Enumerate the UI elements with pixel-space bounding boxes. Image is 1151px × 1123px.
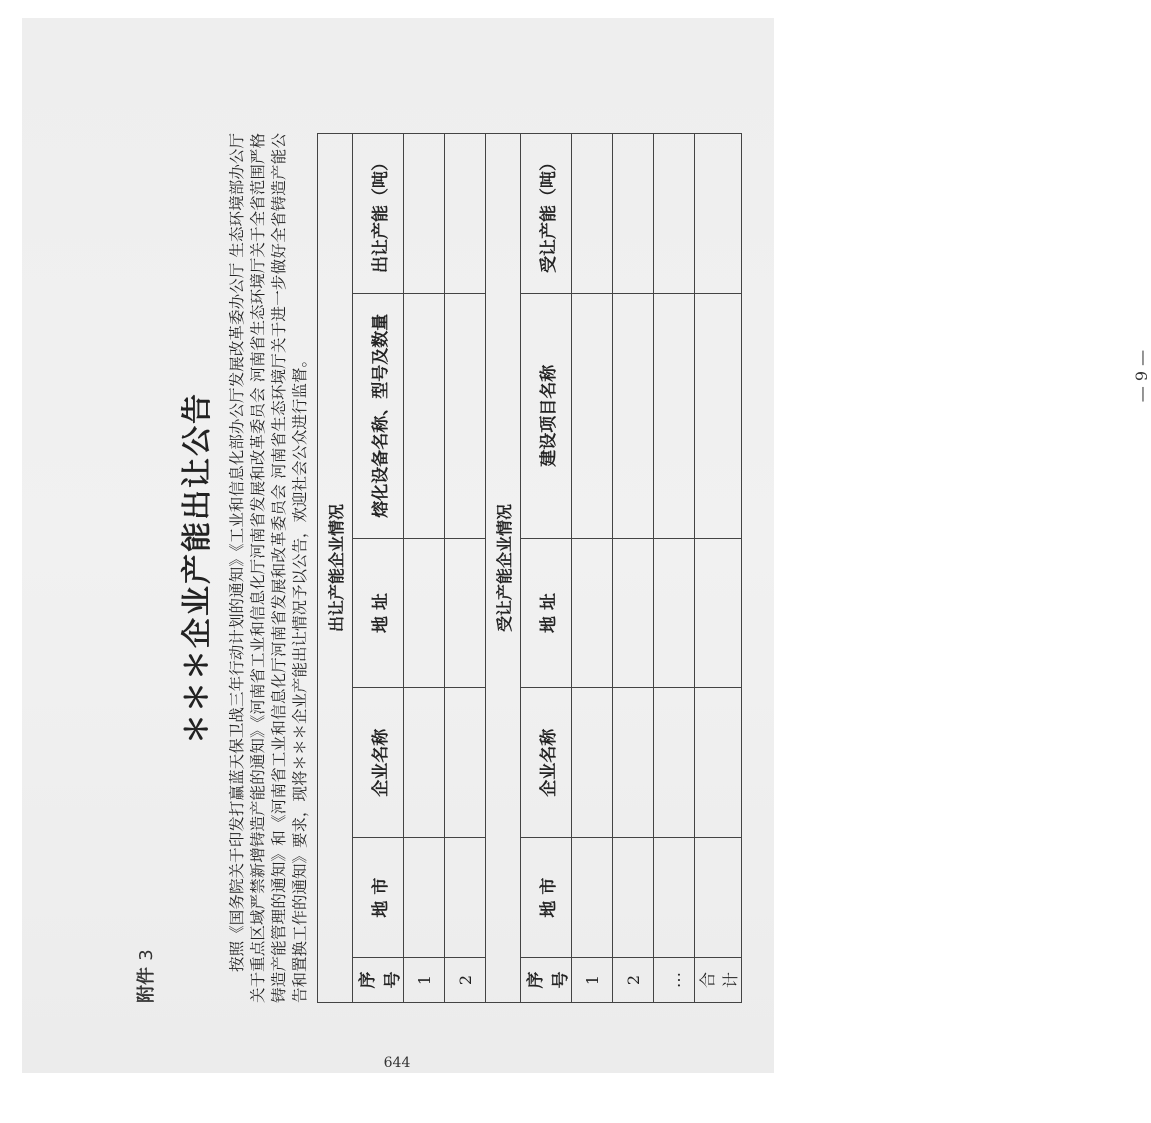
table-cell xyxy=(445,838,486,958)
table-cell: 1 xyxy=(404,958,445,1003)
table-cell xyxy=(695,838,742,958)
table-row xyxy=(654,134,695,1003)
table-cell xyxy=(613,688,654,838)
table-cell xyxy=(613,134,654,294)
table-cell xyxy=(613,838,654,958)
section-row xyxy=(486,134,521,1003)
table-cell xyxy=(695,293,742,538)
table-cell xyxy=(654,293,695,538)
table-cell xyxy=(695,134,742,294)
table-cell xyxy=(572,538,613,688)
table-cell: 合计 xyxy=(695,958,742,1003)
page-number: — 9 — xyxy=(1132,349,1151,403)
table-row xyxy=(695,134,742,1003)
section-heading: 出让产能企业情况 xyxy=(318,134,353,1003)
attachment-label xyxy=(132,949,158,1003)
table-cell xyxy=(572,293,613,538)
table-cell: 2 xyxy=(445,958,486,1003)
table-cell xyxy=(695,688,742,838)
column-header: 企业名称 xyxy=(521,688,572,838)
table-cell: 1 xyxy=(572,958,613,1003)
table-cell xyxy=(695,538,742,688)
section-row xyxy=(318,134,353,1003)
header-row xyxy=(521,134,572,1003)
table-cell xyxy=(654,538,695,688)
table-cell xyxy=(404,134,445,294)
column-header: 建设项目名称 xyxy=(521,293,572,538)
table-cell xyxy=(445,134,486,294)
table-cell xyxy=(572,688,613,838)
table-cell xyxy=(654,134,695,294)
table-cell xyxy=(404,538,445,688)
table-row xyxy=(613,134,654,1003)
column-header: 地 市 xyxy=(353,838,404,958)
capacity-table xyxy=(317,133,742,1003)
table-cell: … xyxy=(654,958,695,1003)
section-heading: 受让产能企业情况 xyxy=(486,134,521,1003)
table-cell xyxy=(404,688,445,838)
table-cell xyxy=(445,688,486,838)
table-row xyxy=(404,134,445,1003)
intro-paragraph: 按照《国务院关于印发打赢蓝天保卫战三年行动计划的通知》《工业和信息化部办公厅发展改革委办公厅 生态环境部办公厅关于重点区域严禁新增铸造产能的通知》《河南省工业和信息化厅河南省发展和改革委员会 河南省生态环境厅关于全省范围严格铸造产能管理的通知》和《河南省工业和信息化厅河南省发展和改革委员会 河南省生态环境厅关于进一步做好全省铸造产能公告和置换工作的通知》要求，现将＊＊＊企业产能出让情况予以公告，欢迎社会公众进行监督。 xyxy=(228,133,309,1003)
table-cell xyxy=(572,838,613,958)
column-header: 企业名称 xyxy=(353,688,404,838)
table-cell xyxy=(404,293,445,538)
table-row xyxy=(445,134,486,1003)
table-cell xyxy=(613,293,654,538)
table-cell xyxy=(404,838,445,958)
table-cell xyxy=(572,134,613,294)
column-header: 熔化设备名称、型号及数量 xyxy=(353,293,404,538)
footer-number: 644 xyxy=(383,1055,411,1071)
table-cell xyxy=(445,538,486,688)
scanned-page xyxy=(22,18,1151,1073)
attachment-text: 附件 xyxy=(136,967,157,1003)
column-header: 地 市 xyxy=(521,838,572,958)
column-header: 受让产能（吨） xyxy=(521,134,572,294)
rotated-document xyxy=(122,103,1151,1033)
column-header: 序号 xyxy=(521,958,572,1003)
column-header: 出让产能（吨） xyxy=(353,134,404,294)
table-cell xyxy=(654,838,695,958)
column-header: 序号 xyxy=(353,958,404,1003)
table-cell xyxy=(445,293,486,538)
table-cell: 2 xyxy=(613,958,654,1003)
table-cell xyxy=(654,688,695,838)
header-row xyxy=(353,134,404,1003)
document-title: ＊＊＊企业产能出让公告 xyxy=(180,392,215,744)
attachment-number: 3 xyxy=(136,949,157,961)
column-header: 地 址 xyxy=(353,538,404,688)
table-row xyxy=(572,134,613,1003)
table-cell xyxy=(613,538,654,688)
column-header: 地 址 xyxy=(521,538,572,688)
